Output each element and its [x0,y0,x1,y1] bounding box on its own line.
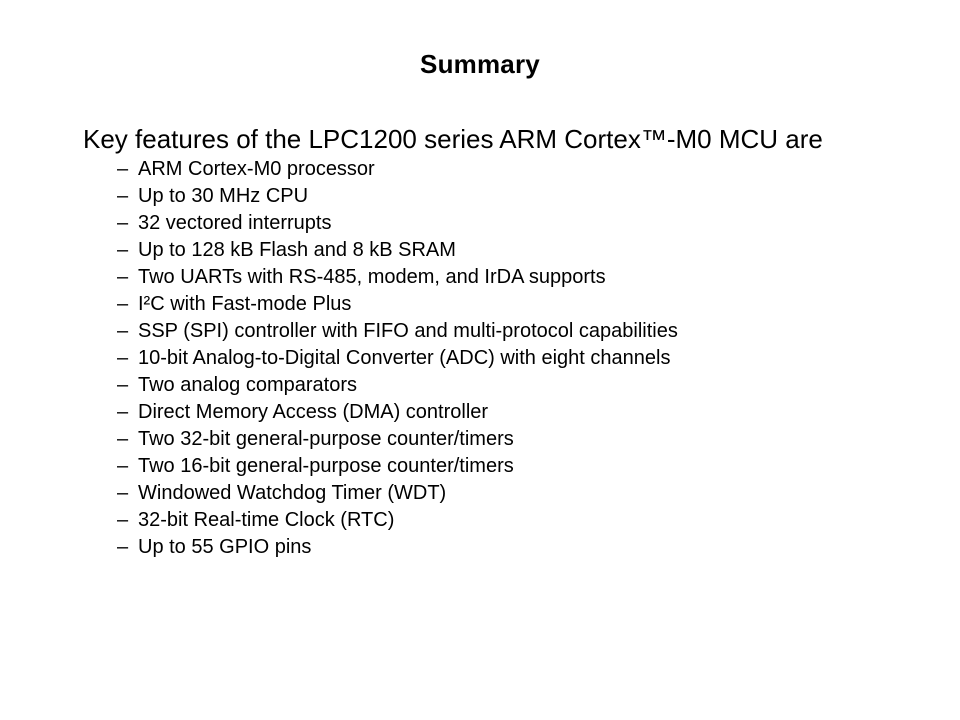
bullet-item [117,264,960,291]
bullet-item [117,291,960,318]
bullet-item [117,345,960,372]
dash-bullet-marker: – [117,482,129,504]
dash-bullet-marker: – [117,266,129,288]
bullet-item [117,453,960,480]
bullet-item [117,156,960,183]
dash-bullet-marker: – [117,158,129,180]
bullet-text: Windowed Watchdog Timer (WDT) [138,482,447,504]
bullet-text: Direct Memory Access (DMA) controller [138,401,489,423]
bullet-text: Up to 55 GPIO pins [138,536,312,558]
slide-title: Summary [420,49,540,79]
dash-bullet-marker: – [117,374,129,396]
dash-bullet-marker: – [117,293,129,315]
bullet-text: Two 32-bit general-purpose counter/timers [138,428,514,450]
bullet-item [117,372,960,399]
bullet-text: Two 16-bit general-purpose counter/timers [138,455,514,477]
bullet-item [117,399,960,426]
bullet-text: 32-bit Real-time Clock (RTC) [138,509,395,531]
bullet-item [117,480,960,507]
dash-bullet-marker: – [117,212,129,234]
slide-heading: Key features of the LPC1200 series ARM Cortex™-M0 MCU are [83,124,823,154]
bullet-item [117,183,960,210]
bullet-text: ARM Cortex-M0 processor [138,158,375,180]
bullet-text: I²C with Fast-mode Plus [138,293,352,315]
dash-bullet-marker: – [117,239,129,261]
bullet-item [117,507,960,534]
dash-bullet-marker: – [117,509,129,531]
dash-bullet-marker: – [117,347,129,369]
bullet-text: 10-bit Analog-to-Digital Converter (ADC) with eight channels [138,347,671,369]
dash-bullet-marker: – [117,536,129,558]
bullet-text: Up to 30 MHz CPU [138,185,309,207]
bullet-text: 32 vectored interrupts [138,212,332,234]
dash-bullet-marker: – [117,428,129,450]
bullet-list [117,156,960,561]
bullet-item [117,210,960,237]
dash-bullet-marker: – [117,455,129,477]
bullet-item [117,534,960,561]
bullet-item [117,237,960,264]
bullet-text: Up to 128 kB Flash and 8 kB SRAM [138,239,456,261]
dash-bullet-marker: – [117,401,129,423]
dash-bullet-marker: – [117,320,129,342]
bullet-text: SSP (SPI) controller with FIFO and multi-protocol capabilities [138,320,678,342]
dash-bullet-marker: – [117,185,129,207]
bullet-text: Two analog comparators [138,374,358,396]
bullet-text: Two UARTs with RS-485, modem, and IrDA supports [138,266,606,288]
bullet-item [117,318,960,345]
bullet-item [117,426,960,453]
